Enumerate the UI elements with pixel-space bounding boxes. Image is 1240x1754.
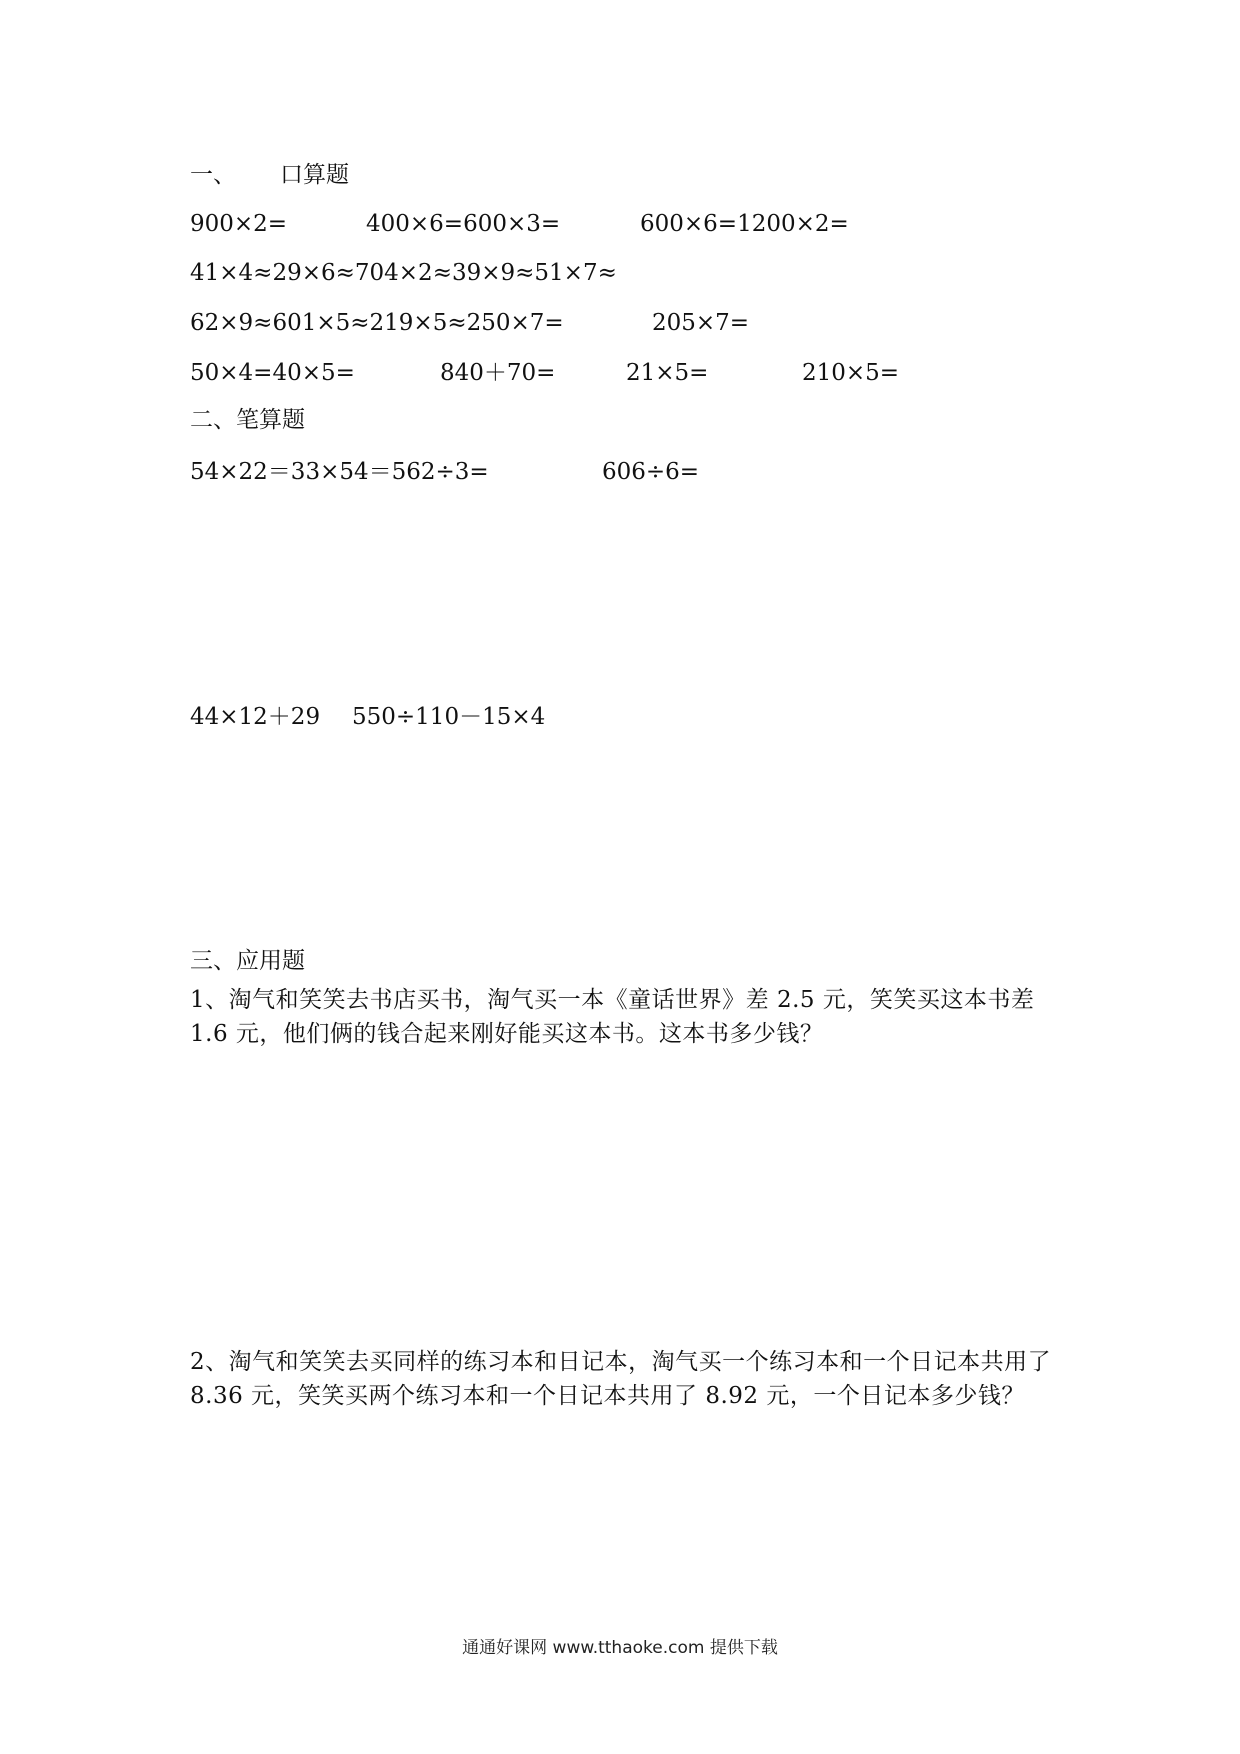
oral-row-4-item-3: 21×5= bbox=[626, 360, 709, 386]
word-problem-2: 2、淘气和笑笑去买同样的练习本和日记本，淘气买一个练习本和一个日记本共用了 8.36 元，笑笑买两个练习本和一个日记本共用了 8.92 元，一个日记本多少钱？ bbox=[190, 1349, 1052, 1409]
word-problem-1: 1、淘气和笑笑去书店买书，淘气买一本《童话世界》差 2.5 元，笑笑买这本书差 1.6 元，他们俩的钱合起来刚好能买这本书。这本书多少钱？ bbox=[190, 987, 1035, 1047]
written-row-1-item-2: 606÷6= bbox=[602, 459, 700, 485]
section2-heading: 二、笔算题 bbox=[190, 407, 305, 433]
oral-row-1-item-1: 900×2= bbox=[190, 211, 288, 237]
oral-row-4-item-4: 210×5= bbox=[802, 360, 900, 386]
page-footer: 通通好课网 www.tthaoke.com 提供下载 bbox=[462, 1638, 778, 1658]
section1-title: 口算题 bbox=[280, 162, 349, 188]
oral-row-2-item-1: 41×4≈29×6≈704×2≈39×9≈51×7≈ bbox=[190, 260, 617, 286]
oral-row-3-item-2: 205×7= bbox=[652, 310, 750, 336]
oral-row-4-item-1: 50×4=40×5= bbox=[190, 360, 355, 386]
oral-row-4-item-2: 840＋70= bbox=[440, 360, 556, 386]
oral-row-1-item-3: 600×6=1200×2= bbox=[640, 211, 849, 237]
written-row-2-item-1: 44×12＋29 bbox=[190, 704, 321, 730]
section1-number: 一、 bbox=[190, 162, 236, 188]
section3-heading: 三、应用题 bbox=[190, 948, 305, 974]
oral-row-1-item-2: 400×6=600×3= bbox=[366, 211, 561, 237]
written-row-1-item-1: 54×22＝33×54＝562÷3= bbox=[190, 459, 489, 485]
written-row-2-item-2: 550÷110－15×4 bbox=[352, 704, 546, 730]
oral-row-3-item-1: 62×9≈601×5≈219×5≈250×7= bbox=[190, 310, 564, 336]
